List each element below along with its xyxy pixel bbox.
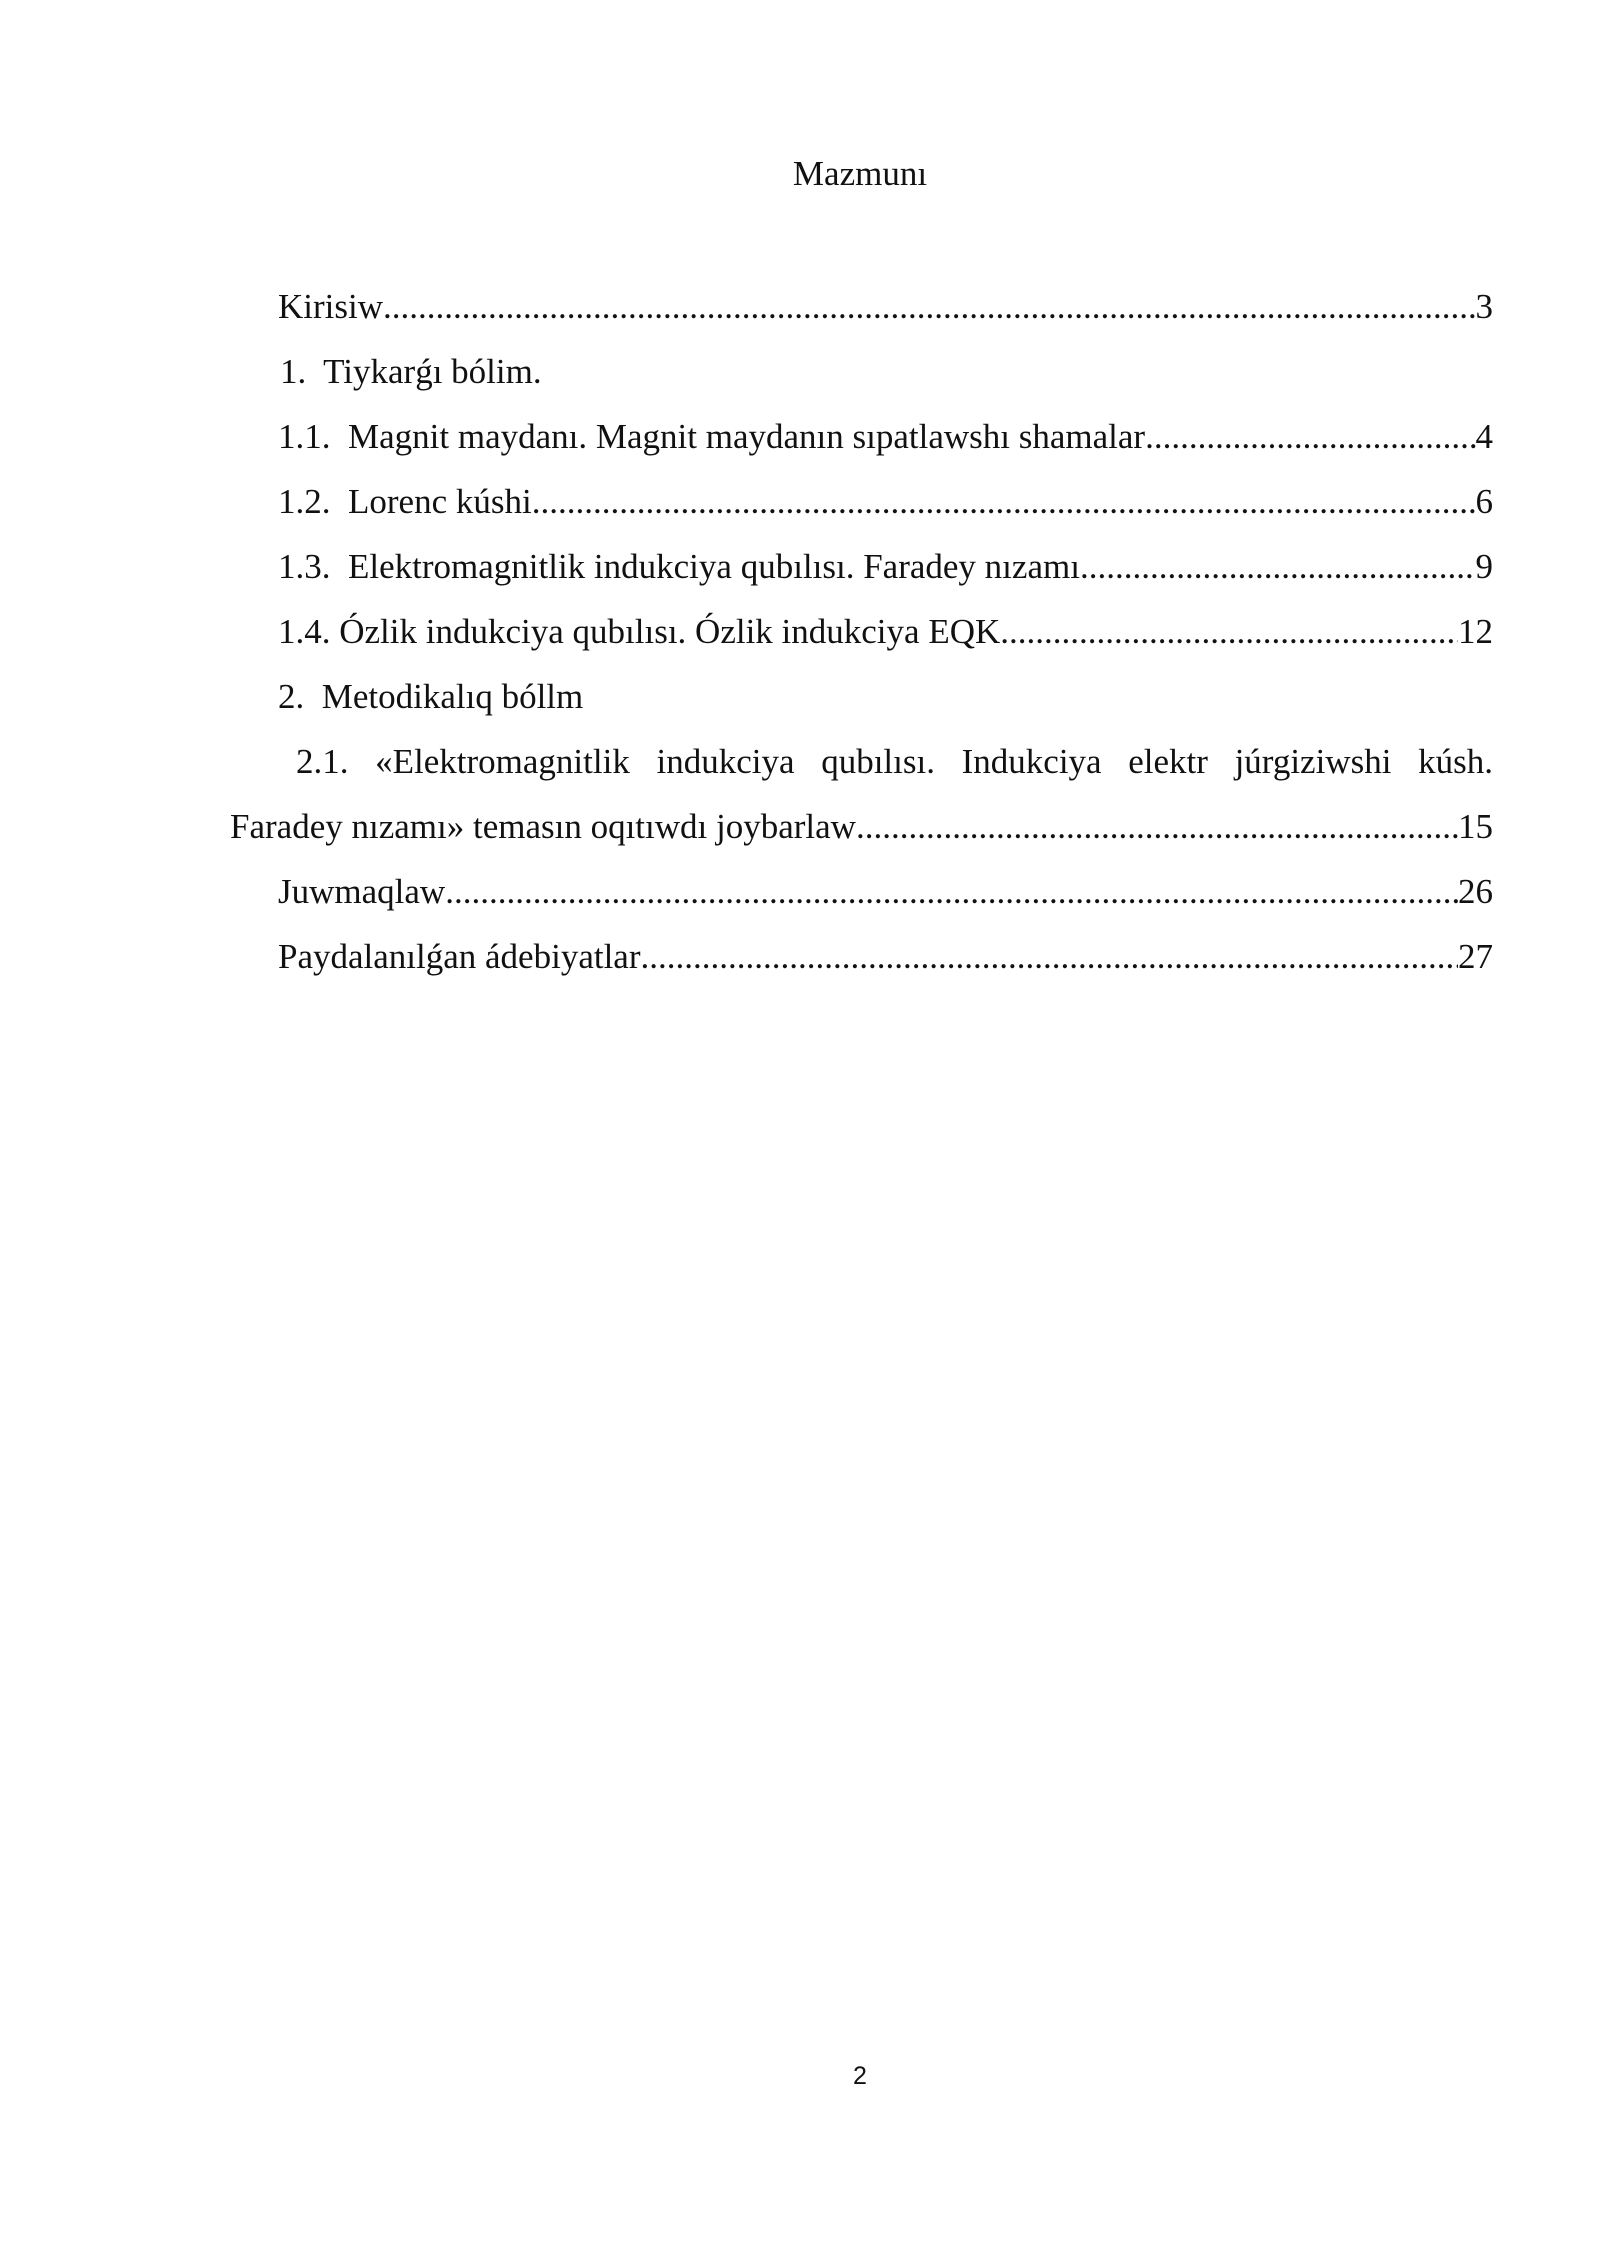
dot-leader (641, 936, 1459, 978)
toc-entry-number: 1.1. (278, 417, 331, 456)
toc-entry-number: 1.3. (278, 547, 331, 586)
toc-entry-title (278, 481, 532, 523)
toc-entry-2-1-line-1[interactable] (278, 741, 1493, 806)
toc-page-number: 4 (1475, 417, 1493, 456)
toc-word: júrgiziwshi (1234, 742, 1392, 781)
toc-entry-part-1[interactable] (278, 351, 1493, 416)
toc-word: elektr (1128, 742, 1208, 781)
toc-page-number: 12 (1458, 612, 1493, 651)
dot-leader (445, 871, 1458, 913)
dot-leader (1000, 611, 1458, 653)
toc-entry-2-1-line-2[interactable] (230, 806, 1493, 871)
page-title: Mazmunı (792, 154, 928, 193)
toc-entry-title (278, 546, 1080, 588)
dot-leader (532, 481, 1476, 523)
toc-page-number: 15 (1458, 807, 1493, 846)
toc-word: kúsh. (1418, 742, 1493, 781)
toc-entry-kirisiw[interactable] (278, 286, 1493, 351)
toc-entry-title: Tiykarǵı bólim. (323, 352, 542, 391)
toc-word: Indukciya (961, 742, 1102, 781)
toc-word: indukciya (656, 742, 795, 781)
toc-entry-label: Elektromagnitlik indukciya qubılısı. Faradey nızamı (348, 547, 1080, 586)
toc-page-number: 9 (1475, 547, 1493, 586)
dot-leader (383, 286, 1476, 328)
toc-word: «Elektromagnitlik (375, 742, 630, 781)
toc-entry-juwmaqlaw[interactable] (278, 871, 1493, 936)
toc-entry-2-1-justified (278, 741, 1493, 783)
toc-entry-label: Magnit maydanı. Magnit maydanın sıpatlawshı shamalar (348, 417, 1146, 456)
toc-entry-1-2[interactable] (278, 481, 1493, 546)
toc-page-number: 27 (1458, 937, 1493, 976)
toc-entry-title: Metodikalıq bóllm (321, 677, 584, 716)
toc-entry-adebiyatlar[interactable] (278, 936, 1493, 1001)
toc-entry-1-3[interactable] (278, 546, 1493, 611)
toc-entry-1-1[interactable] (278, 416, 1493, 481)
toc-entry-title: Juwmaqlaw (278, 872, 446, 911)
toc-page-number: 26 (1458, 872, 1493, 911)
toc-entry-number: 2.1. (296, 742, 349, 781)
toc-entry-title (278, 416, 1145, 458)
toc-entry-label: Lorenc kúshi (348, 482, 532, 521)
page-number: 2 (853, 2062, 867, 2090)
toc-page-number: 6 (1475, 482, 1493, 521)
toc-entry-number: 1.2. (278, 482, 331, 521)
dot-leader (856, 806, 1458, 848)
toc-entry-number: 1. (280, 352, 307, 391)
toc-entry-title (278, 611, 1000, 653)
toc-entry-number: 2. (278, 677, 305, 716)
toc-page-number: 3 (1475, 287, 1493, 326)
toc-entry-part-2[interactable] (278, 676, 1493, 741)
toc-entry-title-continued: Faradey nızamı» temasın oqıtıwdı joybarlaw (230, 807, 856, 846)
toc-entry-label: Ózlik indukciya qubılısı. Ózlik indukciya EQK (339, 612, 1001, 651)
toc-entry-title: Paydalanılǵan ádebiyatlar (278, 937, 641, 976)
toc-entry-1-4[interactable] (278, 611, 1493, 676)
dot-leader (1145, 416, 1475, 458)
table-of-contents (230, 286, 1493, 1001)
dot-leader (1080, 546, 1476, 588)
toc-entry-title: Kirisiw (278, 287, 383, 326)
toc-word: qubılısı. (821, 742, 935, 781)
toc-entry-number: 1.4. (278, 612, 331, 651)
